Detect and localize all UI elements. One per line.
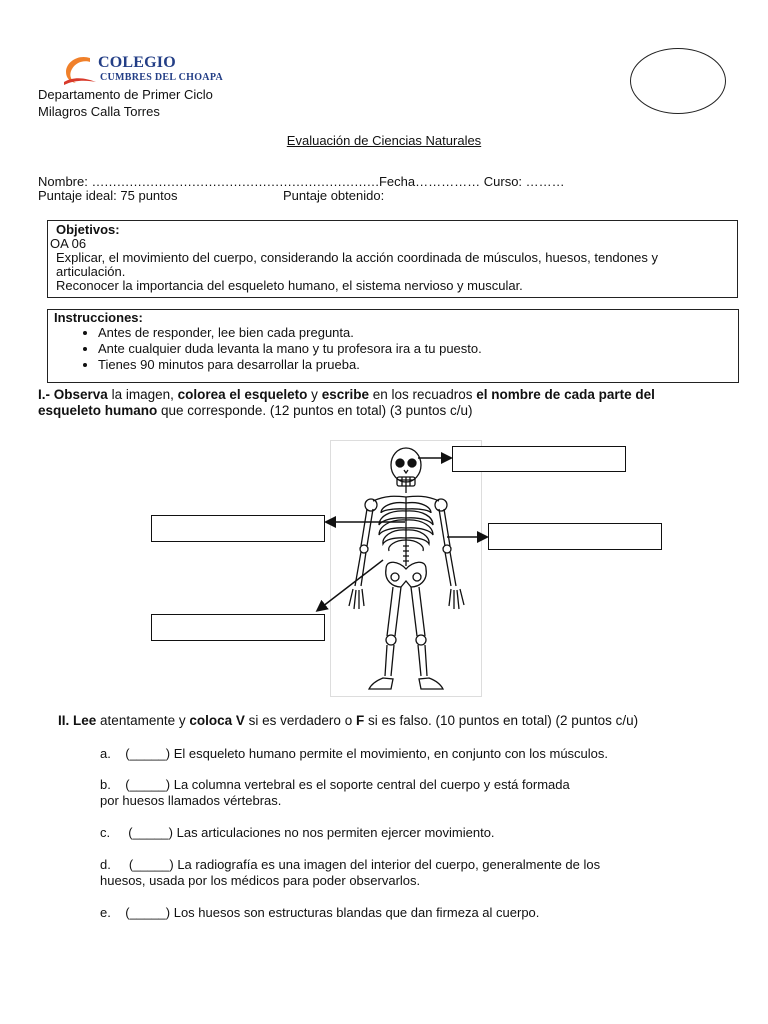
puntaje-obtenido: Puntaje obtenido: bbox=[283, 188, 385, 203]
objective-line: Explicar, el movimiento del cuerpo, considerando la acción coordinada de músculos, huesos, tendones y bbox=[56, 250, 658, 265]
tf-item-continuation: huesos, usada por los médicos para poder observarlos. bbox=[100, 873, 421, 888]
objectives-heading: Objetivos: bbox=[56, 222, 120, 237]
objective-code: OA 06 bbox=[50, 236, 87, 251]
fecha-field[interactable]: …………… bbox=[415, 174, 481, 189]
fecha-label: Fecha bbox=[378, 174, 416, 189]
tf-item-continuation: por huesos llamados vértebras. bbox=[100, 793, 282, 808]
list-item: • Tienes 90 minutos para desarrollar la prueba. bbox=[98, 357, 738, 373]
logo-name: COLEGIO bbox=[98, 54, 176, 71]
tf-item: a. (_____) El esqueleto humano permite el movimiento, en conjunto con los músculos. bbox=[100, 746, 609, 761]
answer-blank[interactable]: (_____) bbox=[125, 905, 171, 920]
objective-line: articulación. bbox=[56, 264, 126, 279]
department-text: Departamento de Primer Ciclo bbox=[38, 87, 213, 102]
answer-blank[interactable]: (_____) bbox=[128, 857, 174, 872]
answer-blank[interactable]: (_____) bbox=[125, 777, 171, 792]
answer-blank[interactable]: (_____) bbox=[128, 825, 173, 840]
answer-blank[interactable]: (_____) bbox=[125, 746, 171, 761]
tf-item: c. (_____) Las articulaciones no nos permiten ejercer movimiento. bbox=[100, 825, 495, 840]
instructions-heading: Instrucciones: bbox=[54, 310, 143, 325]
curso-label: Curso: bbox=[483, 174, 523, 189]
tf-item: e. (_____) Los huesos son estructuras blandas que dan firmeza al cuerpo. bbox=[100, 905, 540, 920]
nombre-label: Nombre: bbox=[38, 174, 88, 189]
objective-line: Reconocer la importancia del esqueleto humano, el sistema nervioso y muscular. bbox=[56, 278, 523, 293]
list-item: • Antes de responder, lee bien cada pregunta. bbox=[98, 325, 738, 341]
teacher-name: Milagros Calla Torres bbox=[38, 104, 160, 119]
nombre-field[interactable]: …………………………………………………………… bbox=[91, 174, 379, 189]
tf-item: b. (_____) La columna vertebral es el soporte central del cuerpo y está formada bbox=[100, 777, 570, 792]
part2-instructions: II. Lee atentamente y coloca V si es verdadero o F si es falso. (10 puntos en total) (2 puntos c/u) bbox=[58, 713, 639, 728]
logo-subtitle: CUMBRES DEL CHOAPA bbox=[100, 72, 224, 83]
part1-instructions: I.- Observa la imagen, colorea el esqueleto y escribe en los recuadros el nombre de cada parte del esqueleto humano que corresponde. (12 puntos en total) (3 puntos c/u) bbox=[38, 387, 655, 418]
list-item: • Ante cualquier duda levanta la mano y tu profesora ira a tu puesto. bbox=[98, 341, 738, 357]
puntaje-ideal: Puntaje ideal: 75 puntos bbox=[38, 188, 178, 203]
page-title: Evaluación de Ciencias Naturales bbox=[286, 133, 482, 148]
curso-field[interactable]: ……… bbox=[525, 174, 565, 189]
tf-item: d. (_____) La radiografía es una imagen del interior del cuerpo, generalmente de los bbox=[100, 857, 601, 872]
